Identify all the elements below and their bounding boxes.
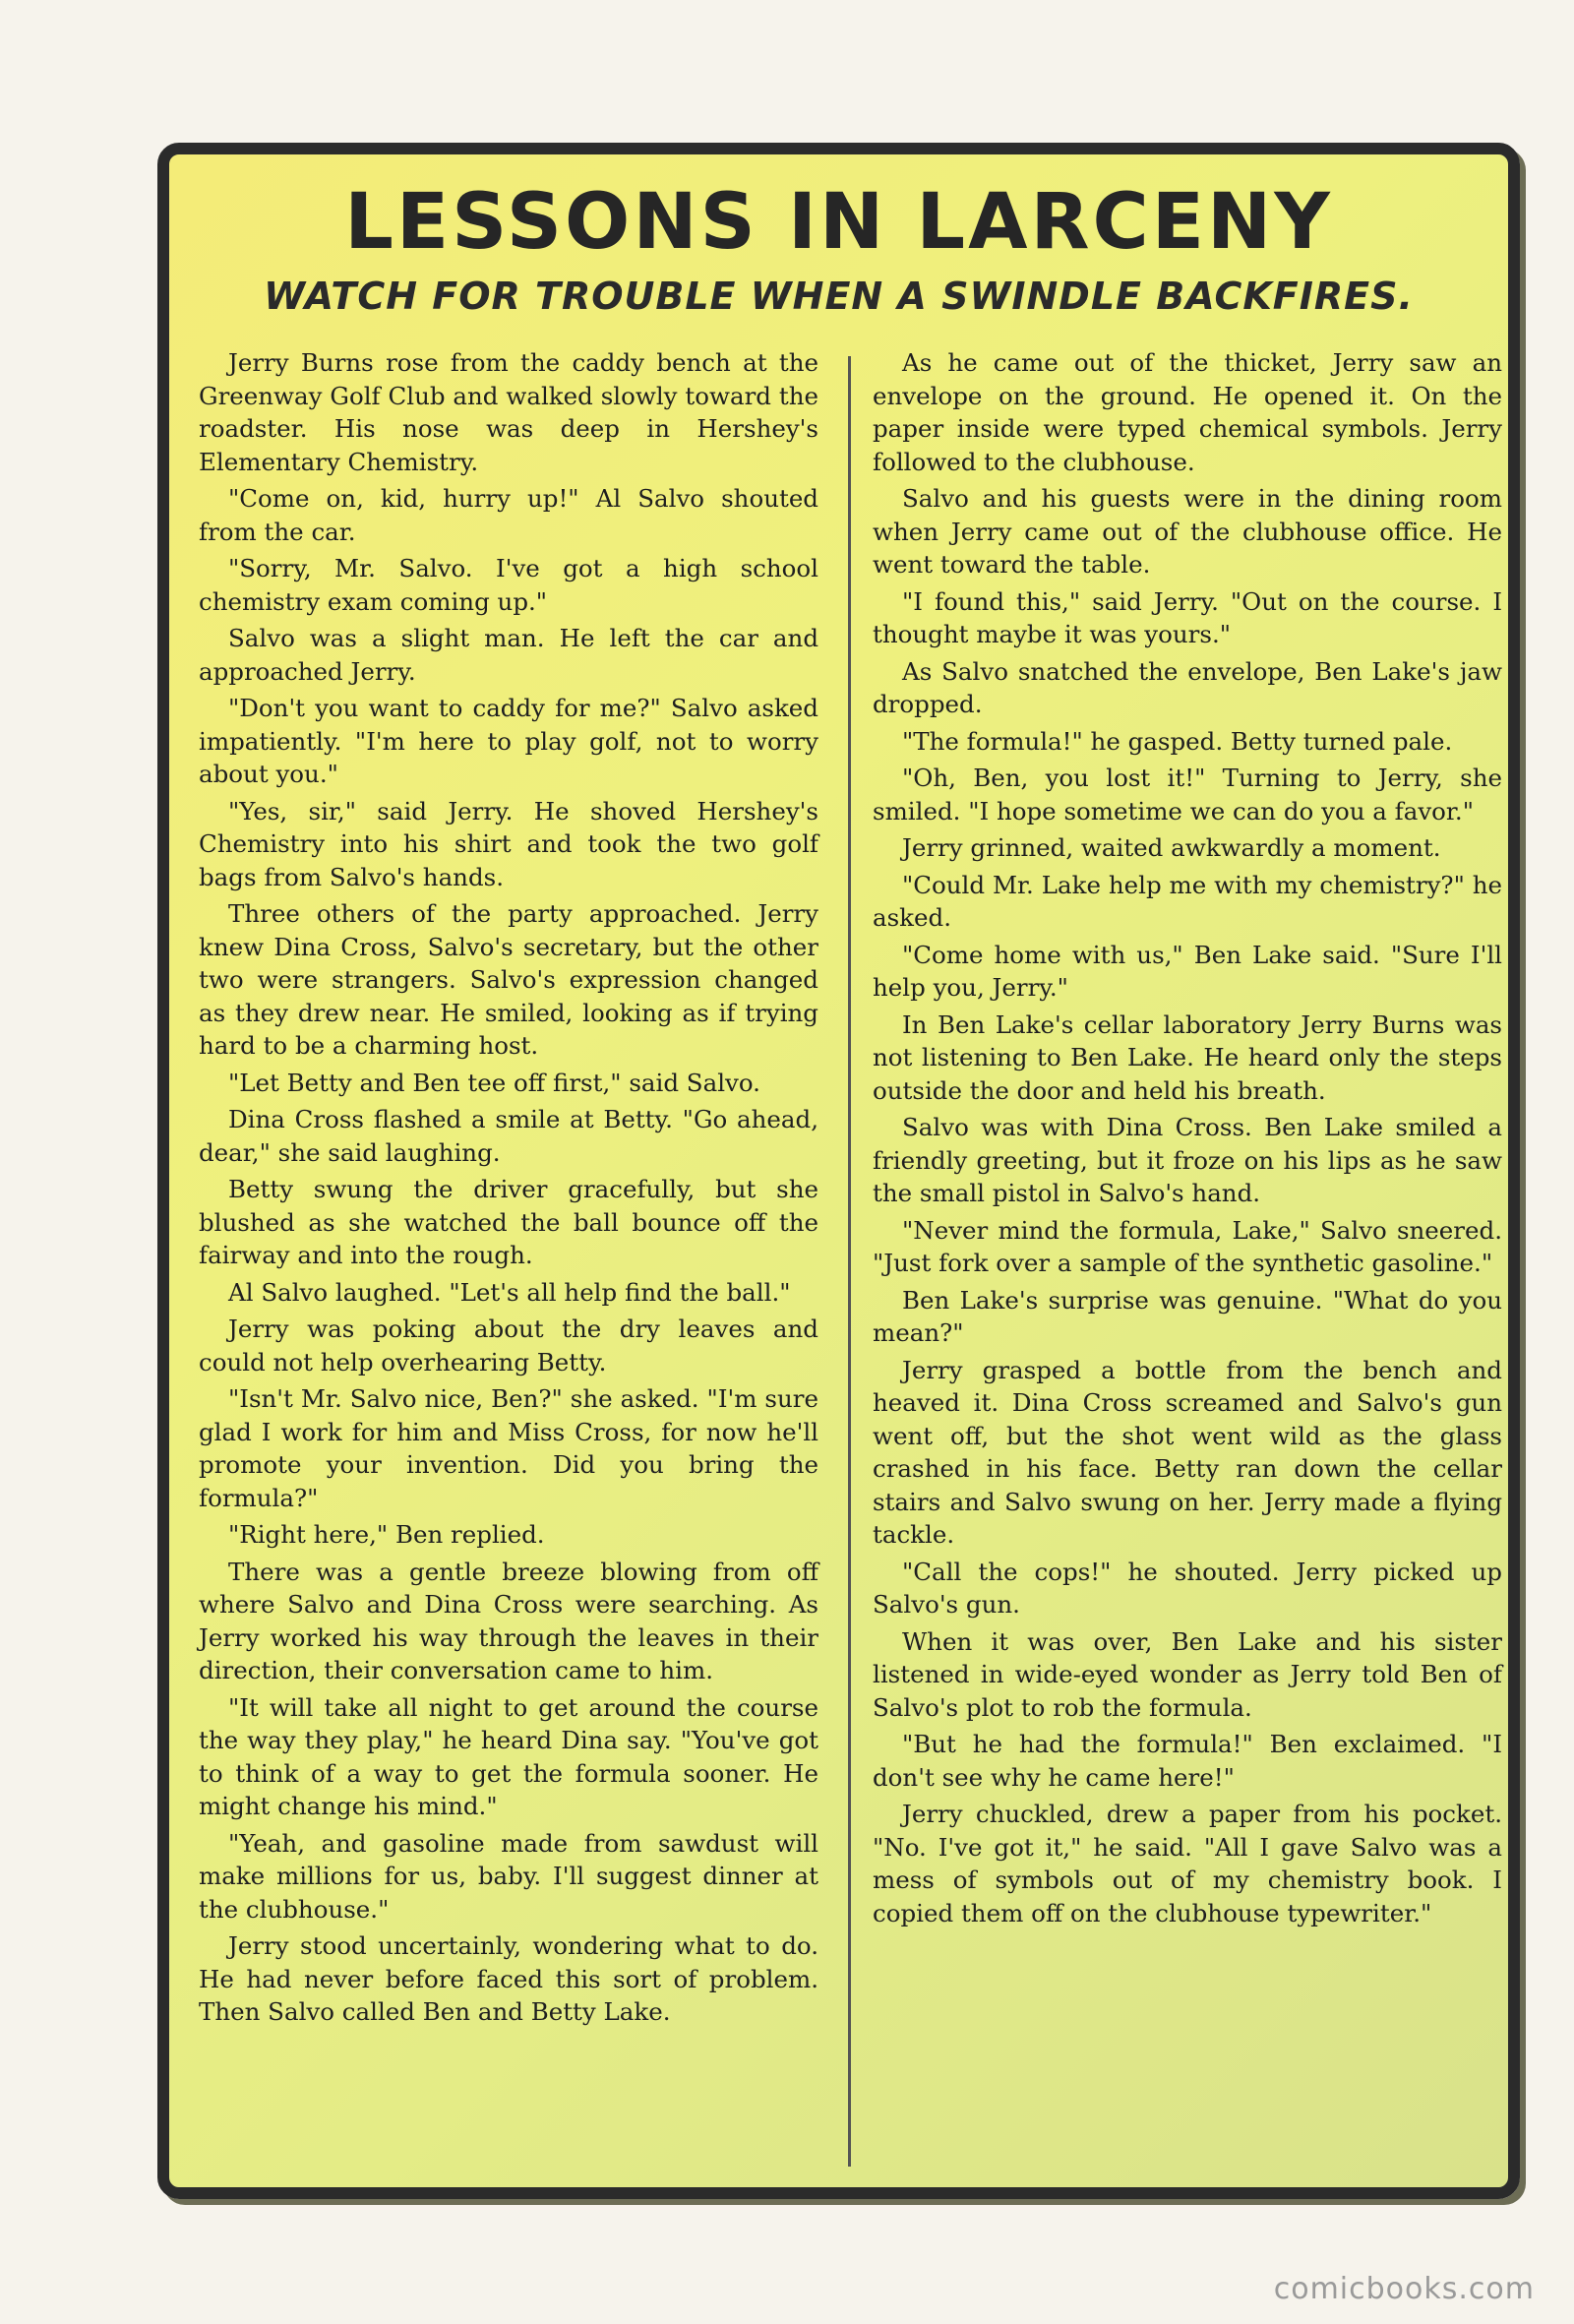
paragraph: Salvo was a slight man. He left the car and approached Jerry. [199,624,818,686]
paragraph: Jerry stood uncertainly, wondering what to do. He had never before faced this sort of problem. Then Salvo called Ben and Betty Lake. [199,1931,818,2026]
paragraph: Al Salvo laughed. "Let's all help find the ball." [228,1277,791,1307]
paragraph: "Oh, Ben, you lost it!" Turning to Jerry, she smiled. "I hope sometime we can do you a favor." [873,764,1502,826]
paragraph: Salvo was with Dina Cross. Ben Lake smiled a friendly greeting, but it froze on his lips as he saw the small pistol in Salvo's hand. [873,1113,1502,1207]
paragraph: Ben Lake's surprise was genuine. "What do you mean?" [873,1285,1502,1347]
story-title: LESSONS IN LARCENY [344,178,1333,267]
paragraph: Salvo and his guests were in the dining room when Jerry came out of the clubhouse office. He went toward the table. [873,484,1502,579]
story-panel [157,143,1520,2199]
paragraph: In Ben Lake's cellar laboratory Jerry Burns was not listening to Ben Lake. He heard only the steps outside the door and held his breath. [873,1009,1502,1105]
paragraph: Three others of the party approached. Jerry knew Dina Cross, Salvo's secretary, but the other two were strangers. Salvo's expression changed as they drew near. He smiled, looking as if trying hard to be a charming host. [199,899,818,1060]
site-watermark: comicbooks.com [1273,2272,1535,2306]
paragraph: "Come home with us," Ben Lake said. "Sure I'll help you, Jerry." [873,940,1502,1002]
column-divider [848,356,851,2167]
paragraph: Jerry chuckled, drew a paper from his pocket. "No. I've got it," he said. "All I gave Salvo was a mess of symbols out of my chemistry book. I copied them off on the clubhouse typewriter." [873,1800,1502,1927]
right-column [873,346,1502,1933]
paragraph: Jerry Burns rose from the caddy bench at the Greenway Golf Club and walked slowly toward the roadster. His nose was deep in Hershey's Elementary Chemistry. [199,348,818,476]
paragraph: Jerry was poking about the dry leaves and could not help overhearing Betty. [199,1315,818,1376]
paragraph: "Yes, sir," said Jerry. He shoved Hershey's Chemistry into his shirt and took the two golf bags from Salvo's hands. [199,796,818,891]
paragraph: "Yeah, and gasoline made from sawdust will make millions for us, baby. I'll suggest dinner at the clubhouse." [199,1828,818,1924]
paragraph: "Call the cops!" he shouted. Jerry picked up Salvo's gun. [873,1557,1502,1619]
paragraph: "Never mind the formula, Lake," Salvo sneered. "Just fork over a sample of the synthetic gasoline." [873,1215,1502,1277]
paragraph: "But he had the formula!" Ben exclaimed. "I don't see why he came here!" [873,1730,1502,1792]
paragraph: "Don't you want to caddy for me?" Salvo asked impatiently. "I'm here to play golf, not to worry about you." [199,694,818,788]
paragraph: Betty swung the driver gracefully, but she blushed as she watched the ball bounce off the fairway and into the rough. [199,1175,818,1269]
paragraph: "Could Mr. Lake help me with my chemistry?" he asked. [873,870,1502,932]
paragraph: "Let Betty and Ben tee off first," said Salvo. [228,1068,760,1097]
paragraph: Jerry grasped a bottle from the bench and heaved it. Dina Cross screamed and Salvo's gun went off, but the shot went wild as the glass crashed in his face. Betty ran down the cellar stairs and Salvo swung on her. Jerry made a flying tackle. [873,1355,1502,1549]
paragraph: "The formula!" he gasped. Betty turned pale. [902,726,1453,756]
paragraph: Jerry grinned, waited awkwardly a moment. [902,833,1441,862]
paragraph: Dina Cross flashed a smile at Betty. "Go ahead, dear," she said laughing. [199,1105,818,1167]
paragraph: "It will take all night to get around the course the way they play," he heard Dina say. "You've got to think of a way to get the formula sooner. He might change his mind." [199,1692,818,1820]
paragraph: There was a gentle breeze blowing from off where Salvo and Dina Cross were searching. As Jerry worked his way through the leaves in their direction, their conversation came to him. [199,1557,818,1684]
story-subtitle: WATCH FOR TROUBLE WHEN A SWINDLE BACKFIRES. [264,275,1414,318]
paragraph: When it was over, Ben Lake and his sister listened in wide-eyed wonder as Jerry told Ben of Salvo's plot to rob the formula. [873,1626,1502,1722]
paragraph: As Salvo snatched the envelope, Ben Lake's jaw dropped. [873,656,1502,718]
paragraph: "Right here," Ben replied. [228,1520,545,1549]
paragraph: "I found this," said Jerry. "Out on the course. I thought maybe it was yours." [873,586,1502,648]
paragraph: As he came out of the thicket, Jerry saw an envelope on the ground. He opened it. On the paper inside were typed chemical symbols. Jerry followed to the clubhouse. [873,348,1502,476]
paragraph: "Come on, kid, hurry up!" Al Salvo shouted from the car. [199,484,818,546]
left-column [199,346,818,2033]
paragraph: "Isn't Mr. Salvo nice, Ben?" she asked. "I'm sure glad I work for him and Miss Cross, for now he'll promote your invention. Did you bring the formula?" [199,1384,818,1512]
paragraph: "Sorry, Mr. Salvo. I've got a high school chemistry exam coming up." [199,554,818,616]
